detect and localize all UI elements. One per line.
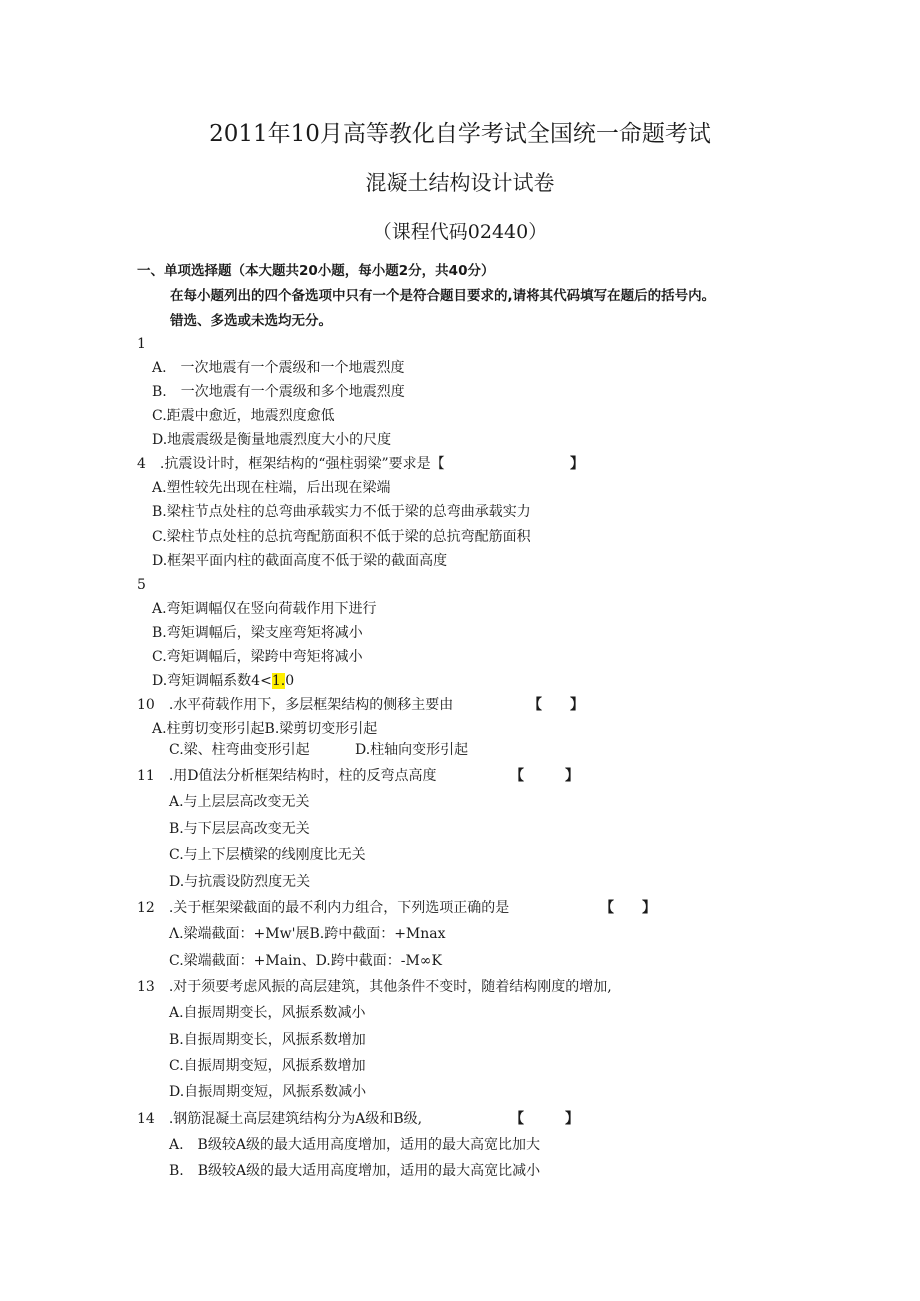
section-instruction: 在每小题列出的四个备选项中只有一个是符合题目要求的,请将其代码填写在题后的括号内。 xyxy=(170,288,716,304)
section-instruction-2: 错选、多选或未选均无分。 xyxy=(170,313,332,329)
question-14-bracket-open: 【 xyxy=(510,1111,524,1127)
question-10-stem: 10 .水平荷载作用下，多层框架结构的侧移主要由 xyxy=(137,697,454,713)
question-11-option-d: D.与抗震设防烈度无关 xyxy=(169,874,311,890)
question-1-option-d: D.地震震级是衡量地震烈度大小的尺度 xyxy=(152,432,392,448)
question-12-option-cd: C.梁端截面：+Main、D.跨中截面：-M∞K xyxy=(169,953,442,969)
question-5-option-c: C.弯矩调幅后，梁跨中弯矩将减小 xyxy=(152,649,363,665)
question-4-stem: 4 .抗震设计时，框架结构的“强柱弱梁”要求是【 xyxy=(137,456,445,472)
question-1-stem: 1 xyxy=(137,336,146,352)
question-14-option-b: B. B级较A级的最大适用高度增加，适用的最大高宽比减小 xyxy=(169,1163,541,1179)
section-heading: 一、单项选择题（本大题共20小题，每小题2分，共40分） xyxy=(137,263,495,279)
question-10-bracket-open: 【 xyxy=(528,697,542,713)
question-11-stem: 11 .用D值法分析框架结构时，柱的反弯点高度 xyxy=(137,768,437,784)
question-4-option-b: B.梁柱节点处柱的总弯曲承载实力不低于梁的总弯曲承载实力 xyxy=(152,504,531,520)
question-13-option-c: C.自振周期变短，风振系数增加 xyxy=(169,1058,366,1074)
question-11-option-c: C.与上下层横梁的线刚度比无关 xyxy=(169,847,366,863)
question-13-option-b: B.自振周期变长，风振系数增加 xyxy=(169,1032,366,1048)
question-10-bracket-close: 】 xyxy=(570,697,584,713)
question-1-option-b: B. 一次地震有一个震级和多个地震烈度 xyxy=(152,384,405,400)
question-12-stem: 12 .关于框架梁截面的最不利内力组合，下列选项正确的是 xyxy=(137,900,510,916)
question-5-option-d xyxy=(152,671,294,691)
exam-subtitle: 混凝土结构设计试卷 xyxy=(365,171,555,195)
question-4-option-a: A.塑性较先出现在柱端，后出现在梁端 xyxy=(152,480,391,496)
question-4-option-d: D.框架平面内柱的截面高度不低于梁的截面高度 xyxy=(152,553,448,569)
question-13-stem: 13 .对于须要考虑风振的高层建筑，其他条件不变时，随着结构刚度的增加, xyxy=(137,979,612,995)
question-12-bracket-open: 【 xyxy=(600,900,614,916)
question-5-option-a: A.弯矩调幅仅在竖向荷载作用下进行 xyxy=(152,601,377,617)
exam-title: 2011年10月高等教化自学考试全国统一命题考试 xyxy=(209,121,711,147)
course-code: （课程代码02440） xyxy=(372,221,548,243)
question-5-option-b: B.弯矩调幅后，梁支座弯矩将减小 xyxy=(152,625,363,641)
question-10-option-c: C.梁、柱弯曲变形引起 xyxy=(169,742,310,758)
question-5-option-d-tail: 0 xyxy=(285,673,295,689)
question-5-option-d-text: D.弯矩调幅系数4< xyxy=(152,673,272,689)
question-11-bracket-open: 【 xyxy=(510,768,524,784)
question-4-answer-bracket: 】 xyxy=(570,456,584,472)
question-11-bracket-close: 】 xyxy=(565,768,579,784)
question-14-bracket-close: 】 xyxy=(565,1111,579,1127)
question-10-option-ab: A.柱剪切变形引起B.梁剪切变形引起 xyxy=(152,721,378,737)
question-14-option-a: A. B级较A级的最大适用高度增加，适用的最大高宽比加大 xyxy=(169,1137,540,1153)
question-13-option-d: D.自振周期变短，风振系数减小 xyxy=(169,1084,367,1100)
question-5-stem: 5 xyxy=(137,577,146,593)
question-12-bracket-close: 】 xyxy=(642,900,656,916)
question-1-option-a: A. 一次地震有一个震级和一个地震烈度 xyxy=(152,360,405,376)
question-12-option-ab: Λ.梁端截面：+Mw'展B.跨中截面：+Mnax xyxy=(169,926,446,942)
question-11-option-a: A.与上层层高改变无关 xyxy=(169,794,310,810)
question-11-option-b: B.与下层层高改变无关 xyxy=(169,821,310,837)
question-13-option-a: A.自振周期变长，风振系数减小 xyxy=(169,1005,366,1021)
question-1-option-c: C.距震中愈近，地震烈度愈低 xyxy=(152,408,335,424)
highlight-mark: 1. xyxy=(271,673,286,689)
question-10-option-d: D.柱轴向变形引起 xyxy=(355,742,469,758)
question-4-option-c: C.梁柱节点处柱的总抗弯配筋面积不低于梁的总抗弯配筋面积 xyxy=(152,529,531,545)
question-14-stem: 14 .钢筋混凝土高层建筑结构分为A级和B级, xyxy=(137,1111,423,1127)
